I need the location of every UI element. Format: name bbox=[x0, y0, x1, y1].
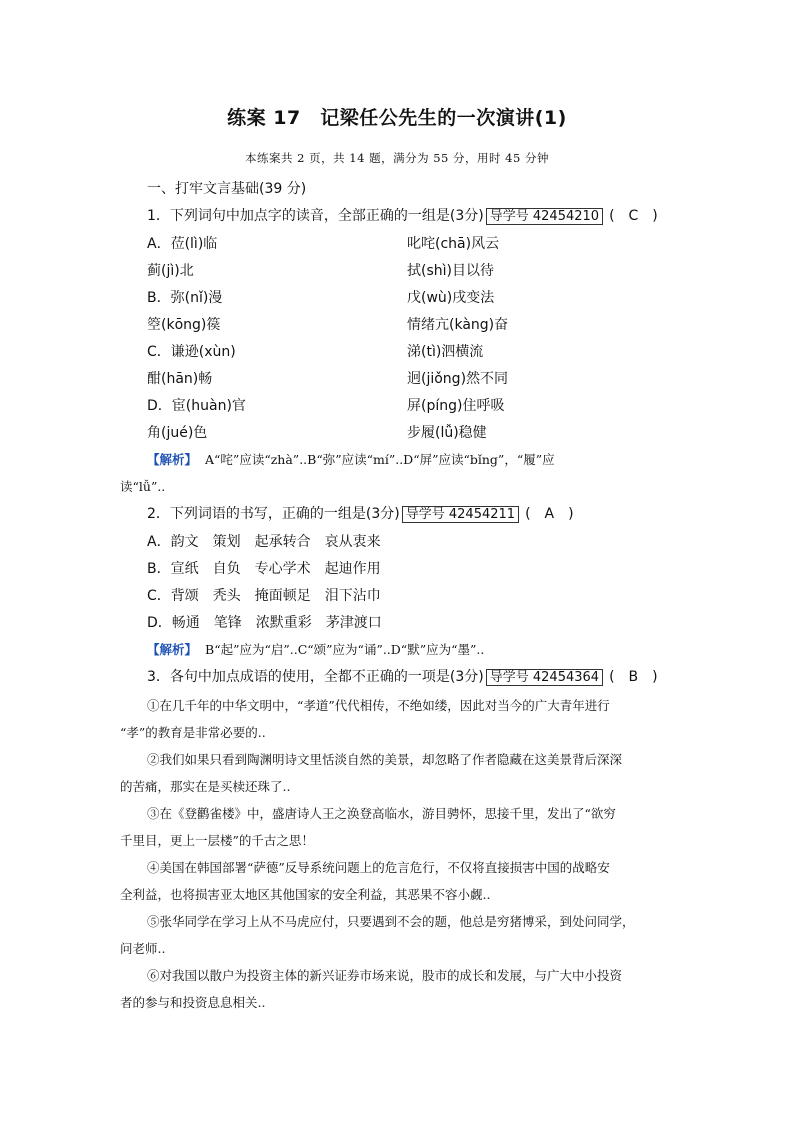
q1-option-left: 酣(hān)畅 bbox=[147, 371, 213, 387]
q3-sentence-line: ⑥对我国以散户为投资主体的新兴证券市场来说，股市的成长和发展，与广大中小投资 bbox=[147, 968, 623, 983]
question-1-answer: ( C ) bbox=[609, 208, 658, 224]
q3-sentence-line: 的苦痛，那实在是买椟还珠了.. bbox=[120, 779, 291, 794]
q2-analysis-text: B“起”应为“启”..C“颂”应为“诵”..D“默”应为“墨”.. bbox=[205, 642, 485, 657]
q3-sentence-line: ④美国在韩国部署“萨德”反导系统问题上的危言危行，不仅将直接损害中国的战略安 bbox=[147, 860, 610, 875]
q1-option-left: B．弥(nǐ)漫 bbox=[147, 290, 223, 306]
question-1-text: 1．下列词句中加点字的读音，全部正确的一组是(3分) bbox=[147, 208, 484, 224]
section-heading: 一、打牢文言基础(39 分) bbox=[147, 181, 307, 197]
q2-option: B．宣纸 自负 专心学术 起迪作用 bbox=[147, 561, 381, 577]
q3-sentence-line: “孝”的教育是非常必要的.. bbox=[120, 725, 266, 740]
question-2-stem bbox=[147, 505, 574, 523]
q1-option-right: 屏(píng)住呼吸 bbox=[407, 398, 505, 414]
q3-sentence-line: 全利益，也将损害亚太地区其他国家的安全利益，其恶果不容小觑.. bbox=[120, 887, 491, 902]
q1-option-right: 叱咤(chā)风云 bbox=[407, 236, 500, 252]
q2-option: A．韵文 策划 起承转合 哀从衷来 bbox=[147, 534, 381, 550]
question-1-stem bbox=[147, 207, 658, 225]
q3-sentence-line: ③在《登鹳雀楼》中，盛唐诗人王之涣登高临水，游目骋怀，思接千里，发出了“欲穷 bbox=[147, 806, 616, 821]
q1-option-left: D．宦(huàn)官 bbox=[147, 398, 246, 414]
question-3-stem bbox=[147, 668, 658, 686]
q3-sentence-line: ⑤张华同学在学习上从不马虎应付，只要遇到不会的题，他总是穷猪博采，到处问同学， bbox=[147, 914, 635, 929]
q1-option-left: C．谦逊(xùn) bbox=[147, 344, 236, 360]
q1-analysis-line bbox=[147, 451, 555, 469]
q1-option-left: 蓟(jì)北 bbox=[147, 263, 194, 279]
analysis-tag: 【解析】 bbox=[147, 452, 198, 467]
q2-option: D．畅通 笔锋 浓默重彩 茅津渡口 bbox=[147, 615, 382, 631]
q1-option-right: 情绪亢(kàng)奋 bbox=[407, 317, 509, 333]
q3-sentence-line: ①在几千年的中华文明中，“孝道”代代相传，不绝如缕，因此对当今的广大青年进行 bbox=[147, 698, 610, 713]
q3-sentence-line: 千里目，更上一层楼”的千古之思！ bbox=[120, 833, 314, 848]
q3-sentence-line: 问老师.. bbox=[120, 941, 166, 956]
q1-option-left: 箜(kōng)篌 bbox=[147, 317, 221, 333]
page-subtitle: 本练案共 2 页，共 14 题，满分为 55 分，用时 45 分钟 bbox=[245, 151, 549, 165]
page-title: 练案 17 记梁任公先生的一次演讲(1) bbox=[227, 107, 567, 129]
q1-option-right: 步履(lǚ)稳健 bbox=[407, 425, 487, 441]
question-3-answer: ( B ) bbox=[609, 669, 658, 685]
q3-sentence-line: ②我们如果只看到陶渊明诗文里恬淡自然的美景，却忽略了作者隐藏在这美景背后深深 bbox=[147, 752, 623, 767]
q2-option: C．背颂 秃头 掩面顿足 泪下沾巾 bbox=[147, 588, 381, 604]
q1-option-left: 角(jué)色 bbox=[147, 425, 208, 441]
q1-option-right: 迥(jiǒng)然不同 bbox=[407, 371, 509, 387]
question-2-guide-number: 导学号 42454211 bbox=[402, 506, 519, 523]
q1-option-right: 戊(wù)戌变法 bbox=[407, 290, 495, 306]
q1-analysis-text: A“咤”应读“zhà”..B“弥”应读“mí”..D“屏”应读“bǐng”，“履”应 bbox=[205, 452, 555, 467]
question-3-guide-number: 导学号 42454364 bbox=[486, 669, 603, 686]
question-2-text: 2．下列词语的书写，正确的一组是(3分) bbox=[147, 506, 400, 522]
q1-option-left: A．莅(lì)临 bbox=[147, 236, 218, 252]
question-2-answer: ( A ) bbox=[525, 506, 574, 522]
q1-option-right: 拭(shì)目以待 bbox=[407, 263, 494, 279]
question-1-guide-number: 导学号 42454210 bbox=[486, 208, 603, 225]
q1-analysis-line2: 读“lǚ”.. bbox=[120, 479, 166, 494]
q1-option-right: 涕(tì)泗横流 bbox=[407, 344, 484, 360]
q2-analysis-line bbox=[147, 641, 484, 659]
q3-sentence-line: 者的参与和投资息息相关.. bbox=[120, 995, 266, 1010]
question-3-text: 3．各句中加点成语的使用，全都不正确的一项是(3分) bbox=[147, 669, 484, 685]
analysis-tag: 【解析】 bbox=[147, 642, 198, 657]
